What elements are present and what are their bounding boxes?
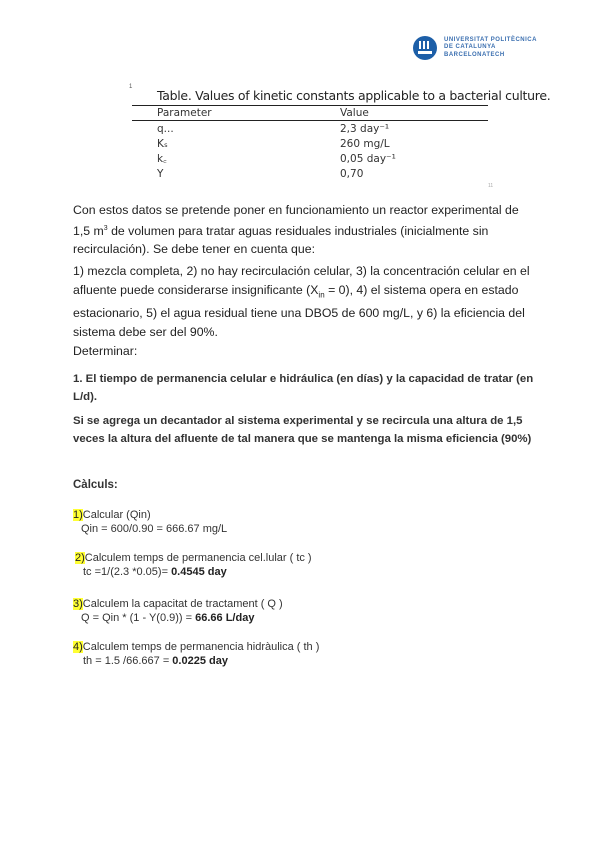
step-formula: Q = Qin * (1 - Y(0.9)) = (81, 612, 196, 624)
conditions-text-b: = 0), 4) el sistema opera en estado estacionario, 5) el agua residual tiene una DBO5 de 600 mg/L, y 6) la eficiencia del sistema debe ser del 90%. (73, 282, 525, 339)
step-formula-line (73, 611, 283, 625)
determinar-label: Determinar: (73, 344, 138, 358)
column-header-value: Value (340, 106, 488, 121)
footnote-marker: 1 (129, 84, 133, 90)
calculs-heading: Càlculs: (73, 479, 118, 491)
kinetic-constants-table-block (132, 88, 551, 181)
step-number-highlight: 2) (75, 552, 85, 564)
logo-line-1: UNIVERSITAT POLITÈCNICA (444, 36, 537, 43)
step-number-highlight: 3) (73, 598, 83, 610)
step-title: Calculem temps de permanencia hidràulica ( th ) (82, 641, 320, 653)
step-title: Calculem temps de permanencia cel.lular ( tc ) (84, 552, 312, 564)
value-cell: 260 mg/L (340, 137, 390, 150)
step-number-highlight: 4) (73, 641, 83, 653)
step-formula: th = 1.5 /66.667 = (83, 655, 173, 667)
question-2: Si se agrega un decantador al sistema experimental y se recircula una altura de 1,5 veces la altura del afluente de tal manera que se mantenga la misma eficiencia (90%) (73, 415, 532, 445)
table-row (132, 136, 488, 151)
conditions-text-a: 1) mezcla completa, 2) no hay recirculación celular, 3) la concentración celular en el afluente puede considerarse insignificante (X (73, 264, 530, 297)
step-formula: Qin = 600/0.90 = 666.67 mg/L (81, 523, 228, 535)
value-cell: 0,70 (340, 167, 364, 180)
parameter-cell: Kₛ (157, 137, 168, 150)
table-row (132, 151, 488, 166)
value-cell: 0,05 day⁻¹ (340, 152, 396, 165)
value-cell: 2,3 day⁻¹ (340, 122, 390, 135)
parameter-cell: Y (157, 167, 164, 180)
in-subscript: in (318, 289, 325, 299)
calc-step-3 (73, 597, 283, 625)
university-logo (413, 36, 537, 60)
step-result: 0.0225 day (172, 655, 228, 667)
step-formula-line (73, 654, 319, 668)
step-result: 0.4545 day (171, 566, 227, 578)
step-formula-line (75, 565, 312, 579)
step-number-highlight: 1) (73, 509, 83, 521)
table-row (132, 166, 488, 181)
logo-line-3: BARCELONATECH (444, 51, 505, 58)
column-header-parameter: Parameter (132, 106, 340, 121)
cubic-superscript: 3 (103, 224, 108, 232)
step-title: Calculem la capacitat de tractament ( Q ) (82, 598, 283, 610)
parameter-cell: k꜀ (157, 152, 167, 165)
table-row (132, 121, 488, 137)
question-1: 1. El tiempo de permanencia celular e hidráulica (en días) y la capacidad de tratar (en L/d). (73, 373, 534, 403)
calc-step-1 (73, 508, 227, 536)
logo-line-2: DE CATALUNYA (444, 44, 496, 51)
table-header-row (132, 106, 488, 121)
step-formula-line (73, 522, 227, 536)
intro-text-a: Con estos datos se pretende poner en funcionamiento un reactor experimental de 1,5 m (73, 203, 519, 238)
step-formula: tc =1/(2.3 *0.05)= (83, 566, 172, 578)
upc-logo-icon (413, 36, 437, 60)
logo-text (444, 37, 537, 60)
intro-text-b: de volumen para tratar aguas residuales industriales (inicialmente sin recirculación). Se debe tener en cuenta que: (73, 223, 489, 257)
kinetic-constants-table (132, 105, 488, 181)
table-trailing-marker: 11 (488, 183, 494, 189)
conditions-paragraph (73, 262, 533, 341)
step-result: 66.66 L/day (195, 612, 255, 624)
parameter-cell: q... (157, 122, 174, 135)
intro-paragraph (73, 201, 533, 259)
table-caption: Table. Values of kinetic constants applicable to a bacterial culture. (157, 88, 551, 103)
step-title: Calcular (Qin) (82, 509, 151, 521)
calc-step-4 (73, 640, 319, 668)
calc-step-2 (75, 551, 312, 579)
